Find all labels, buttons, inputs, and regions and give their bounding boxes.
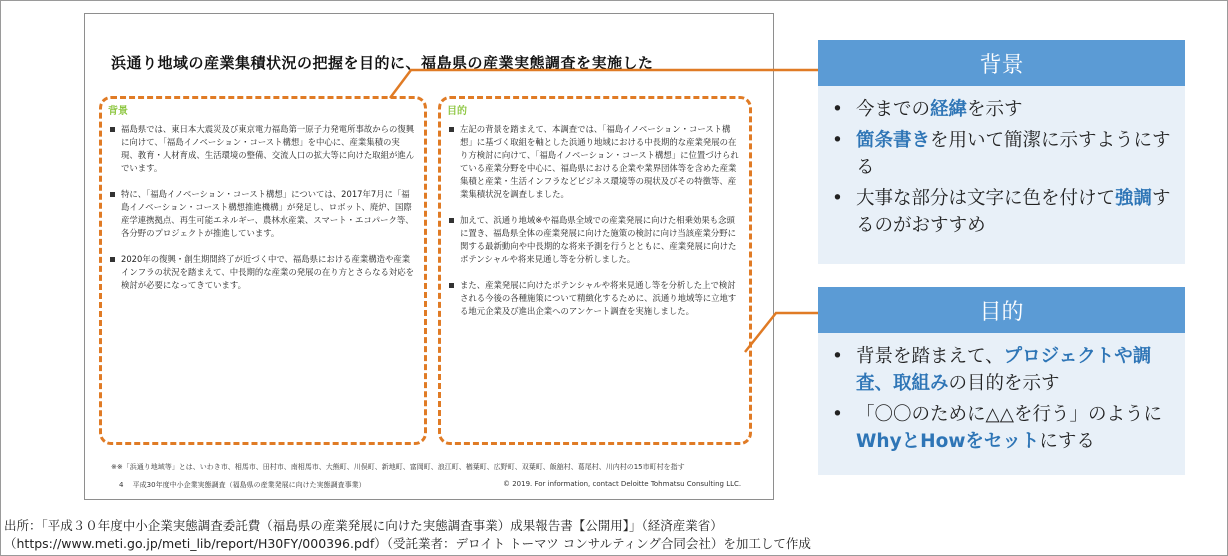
- callout-text: の目的を示す: [948, 373, 1060, 394]
- purpose-callout-header: 目的: [818, 287, 1185, 333]
- slide-footer-copyright: © 2019. For information, contact Deloitte Tohmatsu Consulting LLC.: [503, 480, 742, 488]
- callout-bullet-item: [832, 127, 1171, 181]
- callout-text: 今までの: [856, 99, 931, 120]
- background-connector-line: [390, 70, 818, 98]
- highlighted-text: 経緯: [930, 99, 968, 120]
- background-callout-header: 背景: [818, 40, 1185, 86]
- callout-bullet-item: [832, 185, 1171, 239]
- bullet-icon: •: [832, 404, 843, 425]
- source-line-1: 出所：「平成３０年度中小企業実態調査委託費（福島県の産業発展に向けた実態調査事業）成果報告書【公開用】」（経済産業省）: [4, 518, 723, 533]
- source-line-2: （https://www.meti.go.jp/meti_lib/report/H30FY/000396.pdf）（受託業者：デロイト トーマツ コンサルティング合同会社）を加工して作成: [4, 536, 811, 551]
- background-heading: 背景: [108, 106, 128, 117]
- callout-text: を示す: [967, 99, 1023, 120]
- highlighted-text: WhyとHowをセット: [856, 431, 1040, 452]
- background-paragraph: 2020年の復興・創生期間終了が近づく中で、福島県における産業構造や産業インフラの状況を踏まえて、中長期的な産業の発展の在り方とさらなる対応を検討が必要になってきています。: [110, 253, 416, 292]
- callout-text: 大事な部分は文字に色を付けて: [856, 188, 1116, 209]
- callout-bullet-item: [832, 96, 1171, 123]
- purpose-callout: [818, 287, 1185, 475]
- callout-text: 「〇〇のために△△を行う」のように: [856, 404, 1162, 425]
- highlighted-text: プロジェクトや調査、取組み: [856, 346, 1152, 394]
- highlighted-text: 強調: [1115, 188, 1153, 209]
- background-paragraph: 特に、「福島イノベーション・コースト構想」については、2017年7月に「福島イノベーション・コースト構想推進機構」が発足し、ロボット、廃炉、国際産学連携拠点、再生可能エネルギー、農林水産業、スマート・エコパーク等、各分野のプロジェクトが推進しています。: [110, 188, 416, 240]
- purpose-callout-list: [818, 333, 1185, 455]
- purpose-paragraph: 左記の背景を踏まえて、本調査では、「福島イノベーション・コースト構想」に基づく取組を軸とした浜通り地域における中長期的な産業発展の在り方検討に向けて、「福島イノベーション・コースト構想」に位置づけられている産業分野を中心に、福島県における企業や業界団体等を含めた産業集積と産業・生活インフラなどビジネス環境等の現状及びその特徴等、産業集積状況を調査しました。: [449, 123, 741, 201]
- purpose-paragraph: また、産業発展に向けたポテンシャルや将来見通し等を分析した上で検討される今後の各種施策について精緻化するために、浜通り地域等に立地する地元企業及び進出企業へのアンケート調査を実施しました。: [449, 279, 741, 318]
- callout-text: にする: [1039, 431, 1095, 452]
- callout-text: を用いて簡潔に示すようにする: [856, 130, 1171, 178]
- bullet-icon: •: [832, 130, 843, 151]
- slide-footer-left: 4 平成30年度中小企業実態調査（福島県の産業発展に向けた実態調査事業）: [119, 481, 366, 489]
- background-callout: [818, 40, 1185, 264]
- callout-text: するのがおすすめ: [856, 188, 1171, 236]
- bullet-icon: •: [832, 99, 843, 120]
- slide-title: 浜通り地域の産業集積状況の把握を目的に、福島県の産業実態調査を実施した: [111, 54, 654, 72]
- slide-footnote: ※※「浜通り地域等」とは、いわき市、相馬市、田村市、南相馬市、大熊町、川俣町、新地町、富岡町、浪江町、楢葉町、広野町、双葉町、飯舘村、葛尾村、川内村の15市町村を指す: [111, 463, 685, 471]
- purpose-paragraph: 加えて、浜通り地域※や福島県全域での産業発展に向けた相乗効果も念頭に置き、福島県全体の産業発展に向けた施策の検討に向け当該産業分野に関する最新動向や中長期的な将来予測を行うとともに、産業発展に向けたポテンシャルや将来見通し等を分析しました。: [449, 214, 741, 266]
- purpose-connector-line: [745, 313, 818, 352]
- callout-bullet-item: [832, 401, 1171, 455]
- highlighted-text: 箇条書き: [856, 130, 931, 151]
- bullet-icon: •: [832, 346, 843, 367]
- purpose-heading: 目的: [447, 106, 467, 117]
- background-paragraph: 福島県では、東日本大震災及び東京電力福島第一原子力発電所事故からの復興に向けて、「福島イノベーション・コースト構想」を中心に、産業集積の実現、教育・人材育成、生活環境の整備、交流人口の拡大等に向けた取組が進んでいます。: [110, 123, 416, 175]
- callout-text: 背景を踏まえて、: [856, 346, 1004, 367]
- source-citation: [4, 517, 811, 553]
- background-callout-list: [818, 86, 1185, 239]
- bullet-icon: •: [832, 188, 843, 209]
- callout-bullet-item: [832, 343, 1171, 397]
